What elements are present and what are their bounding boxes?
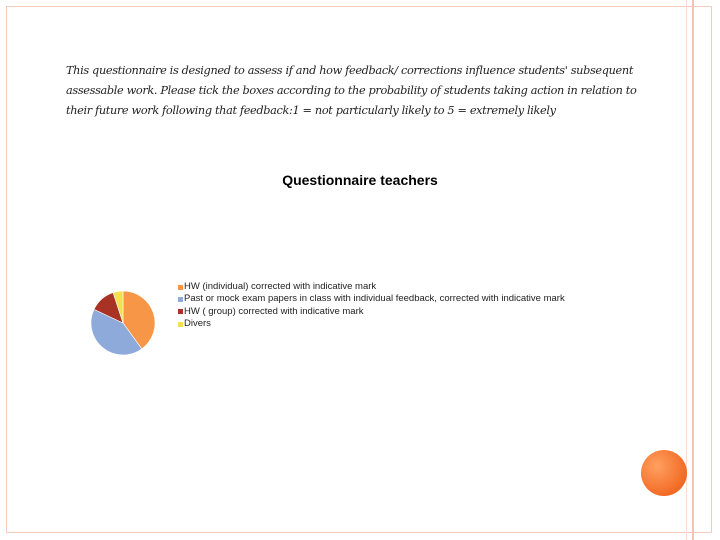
legend-swatch xyxy=(178,297,183,302)
legend-swatch xyxy=(178,322,183,327)
decorative-rule xyxy=(692,0,694,540)
legend-item xyxy=(178,293,565,305)
legend-label: HW (individual) corrected with indicative mark xyxy=(184,281,377,292)
decorative-orange-circle xyxy=(641,450,687,496)
legend-item xyxy=(178,318,565,330)
legend-label: HW ( group) corrected with indicative mark xyxy=(184,305,364,317)
legend-label: Past or mock exam papers in class with individual feedback, corrected with indicative mark xyxy=(184,293,565,305)
legend-swatch xyxy=(178,285,183,290)
decorative-rule xyxy=(686,0,687,540)
chart-title: Questionnaire teachers xyxy=(282,172,438,188)
legend-swatch xyxy=(178,309,183,314)
pie-chart xyxy=(90,290,160,360)
legend-item xyxy=(178,281,565,293)
legend-label: Divers xyxy=(184,317,211,329)
intro-paragraph: This questionnaire is designed to assess if and how feedback/ corrections influence students' subsequent assessable work. Please tick the boxes according to the probability of students taking action in relation to their future work following that feedback:1 = not particularly likely to 5 = extremely likely xyxy=(66,64,637,117)
chart-legend xyxy=(178,281,565,330)
legend-item xyxy=(178,306,565,318)
